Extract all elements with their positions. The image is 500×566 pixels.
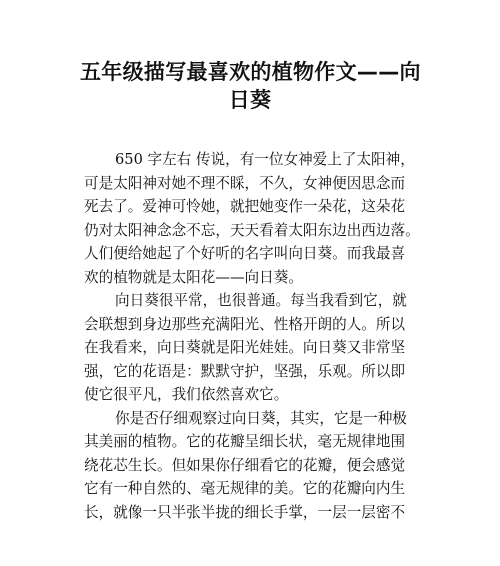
body-line: 其美丽的植物。它的花瓣呈细长状，毫无规律地围 xyxy=(84,433,406,450)
body-line: 人们便给她起了个好听的名字叫向日葵。而我最喜 xyxy=(84,245,406,262)
article-body xyxy=(84,148,424,524)
body-line: 欢的植物就是太阳花——向日葵。 xyxy=(84,268,303,286)
body-line: 650 字左右 传说，有一位女神爱上了太阳神， xyxy=(115,151,415,168)
body-line: 绕花芯生长。但如果你仔细看它的花瓣，便会感觉 xyxy=(84,456,406,474)
body-line: 它有一种自然的、毫无规律的美。它的花瓣向内生 xyxy=(84,480,406,497)
body-line: 你是否仔细观察过向日葵，其实，它是一种极 xyxy=(115,409,407,427)
article-title xyxy=(80,58,420,114)
body-line: 强，它的花语是：默默守护，坚强，乐观。所以即 xyxy=(84,362,406,380)
body-line: 会联想到身边那些充满阳光、性格开朗的人。所以 xyxy=(84,315,406,333)
body-line: 使它很平凡，我们依然喜欢它。 xyxy=(84,386,289,403)
body-line: 可是太阳神对她不理不睬，不久，女神便因思念而 xyxy=(84,174,406,192)
body-line: 仍对太阳神念念不忘，天天看着太阳东边出西边落。 xyxy=(84,221,420,239)
title-line: 五年级描写最喜欢的植物作文——向 xyxy=(80,60,421,84)
body-line: 死去了。爱神可怜她，就把她变作一朵花，这朵花 xyxy=(84,198,406,215)
body-line: 长，就像一只半张半拢的细长手掌，一层一层密不 xyxy=(84,503,406,521)
body-line: 向日葵很平常，也很普通。每当我看到它，就 xyxy=(115,292,407,309)
body-line: 在我看来，向日葵就是阳光娃娃。向日葵又非常坚 xyxy=(84,339,406,356)
title-line: 日葵 xyxy=(228,88,272,112)
